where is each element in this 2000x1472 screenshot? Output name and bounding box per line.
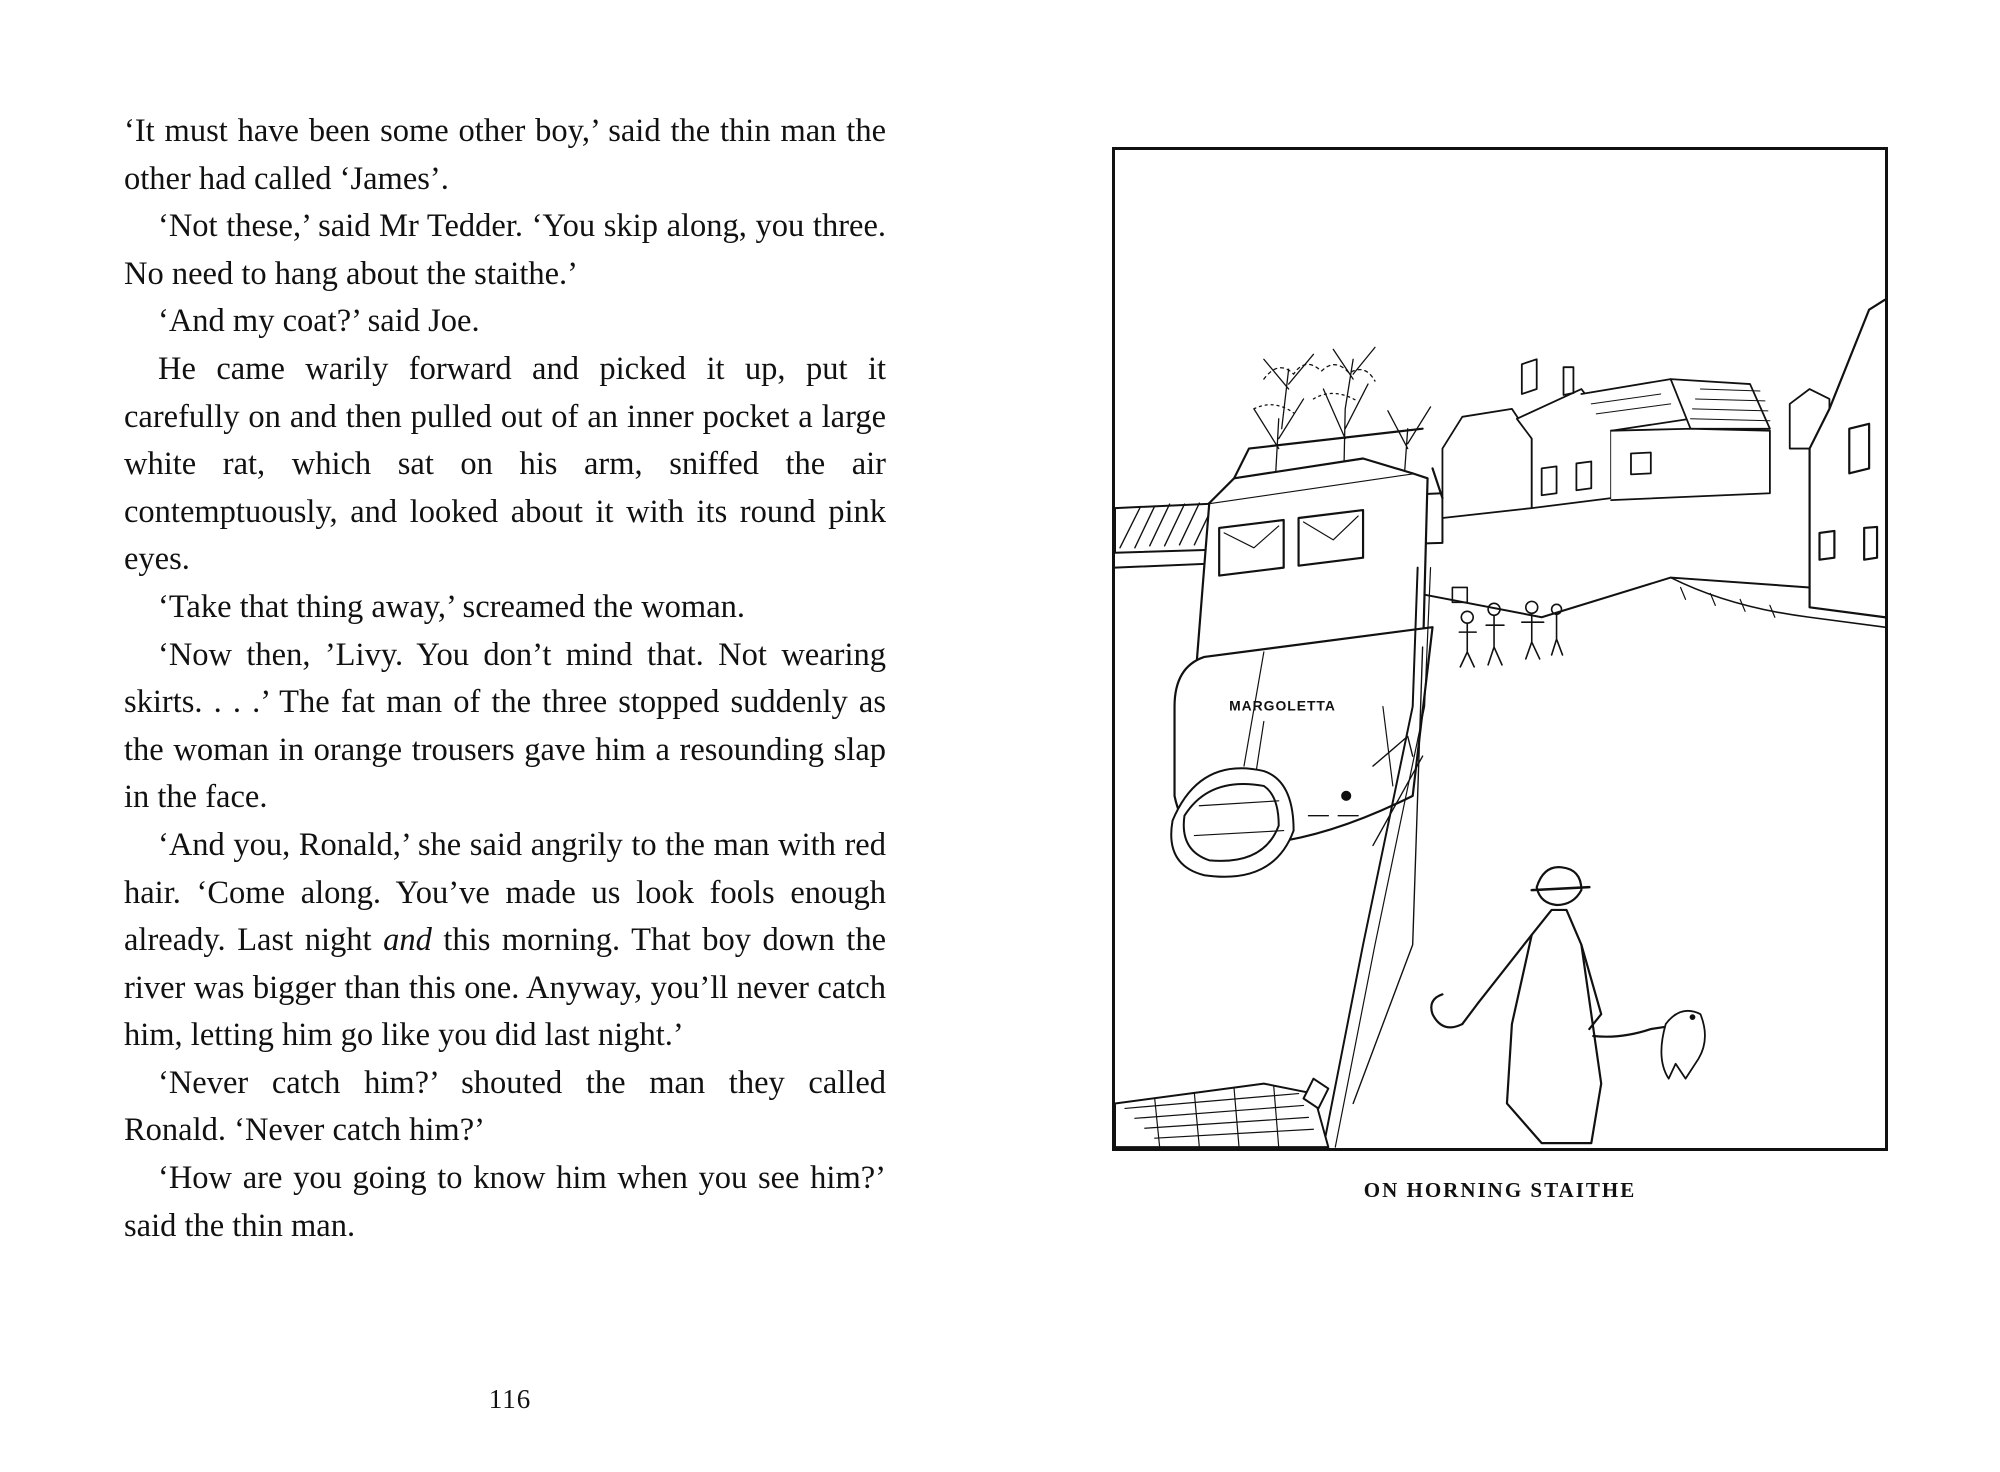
staithe-illustration — [1115, 150, 1885, 1148]
paragraph: ‘Now then, ’Livy. You don’t mind that. Not wearing skirts. . . .’ The fat man of the three stopped suddenly as the woman in orange trousers gave him a resounding slap in the face. — [124, 636, 886, 816]
paragraph: ‘It must have been some other boy,’ said the thin man the other had called ‘James’. — [124, 113, 886, 197]
paragraph: ‘Not these,’ said Mr Tedder. ‘You skip along, you three. No need to hang about the staithe.’ — [124, 208, 886, 292]
illustration-caption: ON HORNING STAITHE — [1363, 1178, 1637, 1202]
paragraph — [124, 822, 886, 1060]
man-figure — [1431, 867, 1670, 1143]
figures-group — [1452, 587, 1562, 666]
paragraph-text: this morning. That boy down the river was bigger than this one. Anyway, you’ll never catch him, letting him go like you did last night.’ — [124, 922, 887, 1054]
paragraph: ‘Never catch him?’ shouted the man they called Ronald. ‘Never catch him?’ — [124, 1064, 886, 1149]
paragraph-text: ‘And you, Ronald,’ she said angrily to the man with red hair. ‘Come along. You’ve made us look fools enough already. Last night — [124, 826, 886, 959]
village-houses — [1442, 359, 1829, 518]
body-text — [124, 108, 886, 1250]
paragraph: He came warily forward and picked it up, put it carefully on and then pulled out of an inner pocket a large white rat, which sat on his arm, sniffed the air contemptuously, and looked about it with its round pink eyes. — [124, 350, 886, 578]
gable-house — [1810, 300, 1885, 618]
page-number: 116 — [488, 1384, 532, 1414]
right-page — [1000, 0, 2000, 1472]
paragraph: ‘And my coat?’ said Joe. — [158, 303, 480, 340]
paragraph: ‘How are you going to know him when you see him?’ said the thin man. — [124, 1160, 886, 1244]
illustration — [1112, 147, 1888, 1151]
boat-name-label: MARGOLETTA — [1229, 697, 1336, 714]
dog — [1661, 1011, 1705, 1079]
foreground-boat — [1115, 1079, 1328, 1147]
paragraph: ‘Take that thing away,’ screamed the woman. — [158, 588, 745, 625]
italic-word: and — [383, 922, 432, 959]
